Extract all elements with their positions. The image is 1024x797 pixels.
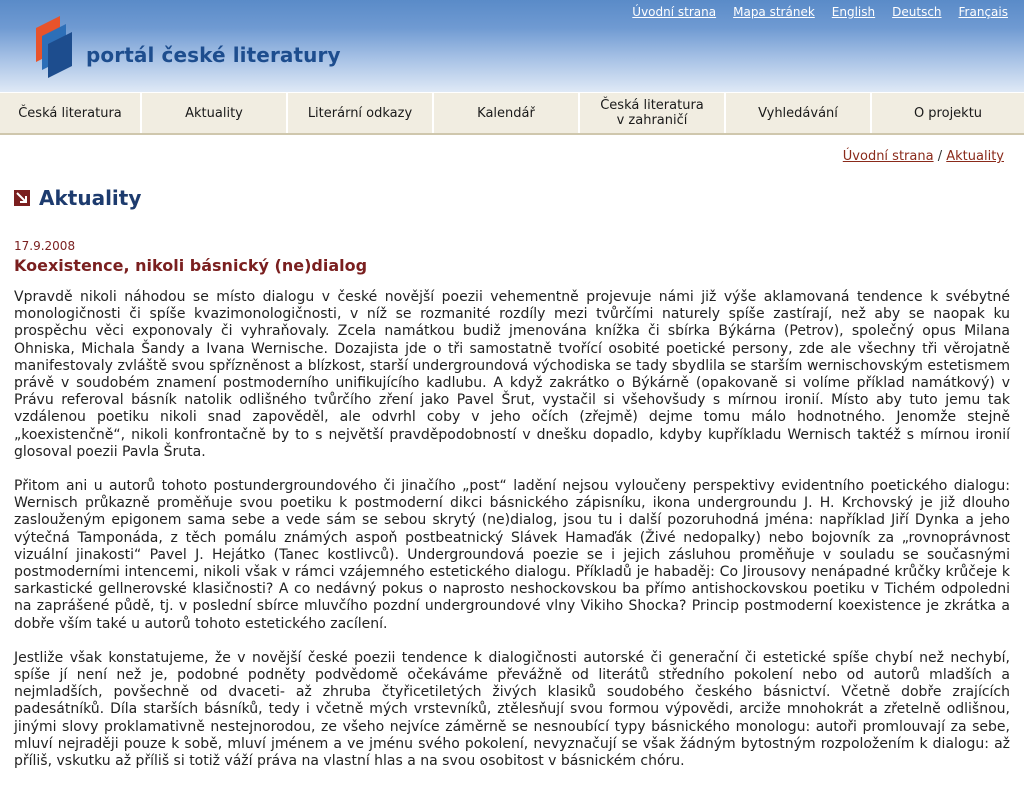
nav-item-literary-links[interactable]: Literární odkazy — [288, 93, 434, 133]
site-header — [0, 0, 1024, 92]
breadcrumb-separator: / — [937, 149, 943, 164]
nav-item-news[interactable]: Aktuality — [142, 93, 288, 133]
top-link-francais[interactable]: Français — [958, 5, 1008, 19]
top-link-sitemap[interactable]: Mapa stránek — [733, 5, 815, 19]
nav-item-czech-literature[interactable]: Česká literatura — [0, 93, 142, 133]
nav-item-search[interactable]: Vyhledávání — [726, 93, 872, 133]
top-links — [632, 5, 1008, 19]
main-navigation — [0, 93, 1024, 135]
article-body — [14, 289, 1010, 787]
breadcrumb — [843, 149, 1004, 164]
site-title[interactable]: portál české literatury — [86, 43, 341, 67]
article-title: Koexistence, nikoli básnický (ne)dialog — [14, 256, 368, 275]
section-heading — [14, 186, 141, 210]
article-date: 17.9.2008 — [14, 239, 76, 253]
page-title: Aktuality — [39, 186, 142, 210]
article-paragraph: Vpravdě nikoli náhodou se místo dialogu v české novější poezii vehementně projevuje námi již výše aklamovaná tendence k svébytné monologičnosti či spíše kvazimonologičnosti, v níž se rozmanité rozdíly mezi tvůrčími naturely spíše zastírají, než aby se naopak ku prospěchu věci exponovaly či vyhraňovaly. Zcela namátkou budiž jmenována knížka či sbírka Býkárna (Petrov), společný opus Milana Ohniska, Michala Šandy a Ivana Wernische. Dozajista jde o tři samostatně tvořící osobité poetické persony, zde ale všechny tři věrojatně manifestovaly zvláště svou spřízněnost a blízkost, starší undergroundová východiska se tady sbydlila se starším wernischovským estetismem právě v soudobém znamení postmoderního unifikujícího kadlubu. A když zakrátko o Býkárně (opakovaně si volíme příklad namátkový) v Právu referoval básník natolik odlišného tvůrčího zření jako Pavel Šrut, vystačil si všehovšudy s mírnou ironií. Místo aby tuto jemu tak vzdálenou poetiku nikoli snad zapověděl, ale odvrhl coby v jeho očích (zřejmě) dejme tomu málo hodnotného. Jenomže stejně „koexistenčně“, nikoli konfrontačně by to s největší pravděpodobností v dnešku dopadlo, kdyby kupříkladu Wernisch taktéž s mírnou ironií glosoval poezii Pavla Šruta. — [14, 289, 1010, 460]
breadcrumb-current[interactable]: Aktuality — [946, 149, 1004, 164]
arrow-box-icon — [14, 190, 30, 206]
top-link-deutsch[interactable]: Deutsch — [892, 5, 942, 19]
article-paragraph: Jestliže však konstatujeme, že v novější české poezii tendence k dialogičnosti autorské či generační či estetické spíše chybí než nechybí, spíše jí není než je, podobné podněty podvědomě očekáváme převážně od literátů středního pokolení nebo od autorů mladších a nejmladších, povšechně od dvaceti- až zhruba čtyřicetiletých živých klasiků soudobého českého básnictví. Včetně dobře zrajících padesátníků. Díla starších básníků, tedy i včetně mých vrstevníků, ztělesňují svou formou výpovědi, arciže mnohokrát a zřetelně odlišnou, jinými slovy proklamativně nestejnorodou, ze všeho nejvíce záměrně se nesnoubící typy básnického monologu: autoři promlouvají za sebe, mluví nejraději pouze k sobě, mluví jménem a ve jménu svého pokolení, nevyznačují se však žádným bytostným rozpoložením k dialogu: až příliš, vskutku až příliš si totiž váží práva na vlastní hlas a na svou osobitost v básnickém chóru. — [14, 649, 1010, 770]
portal-logo-icon[interactable] — [20, 10, 86, 82]
top-link-english[interactable]: English — [831, 5, 876, 19]
article-paragraph: Přitom ani u autorů tohoto postundergroundového či jinačího „post“ ladění nejsou vyloučeny perspektivy evidentního poetického dialogu: Wernisch průkazně proměňuje svou poetiku k postmoderní dikci básnického zápisníku, ikona undergroundu J. H. Krchovský je již dlouho zaslouženým epigonem sama sebe a vede sám se sebou skrytý (ne)dialog, jsou tu i další pozoruhodná jména: například Jiří Dynka a jeho výtečná Tamponáda, z těch pomálu známých aspoň postbeatnický Slávek Hamaďák (Živé nedopalky) nebo bojovník za „rovnoprávnost vizuální jinakosti“ Pavel J. Hejátko (Tanec kostlivců). Undergroundová poezie se i jejich zásluhou proměňuje v souladu se současnými postmoderními intencemi, nikoli však v rámci vzájemného estetického dialogu. Příkladů je habaděj: Co Jirousovy nenápadné krůčky krůčeje k sarkastické gellnerovské klasičnosti? A co nedávný pokus o naprosto neshockovskou ba přímo antishockovskou poetiku v Tichém odpoledni na zaprášené půdě, tj. v poslední sbírce mluvčího pozdní undergroundové vlny Vikiho Shocka? Princip postmoderní koexistence je zkrátka a dobře vším také u autorů tohoto estetického zacílení. — [14, 478, 1010, 632]
nav-item-czech-lit-abroad[interactable]: Česká literatura v zahraničí — [580, 93, 726, 133]
breadcrumb-home[interactable]: Úvodní strana — [842, 149, 934, 164]
nav-item-calendar[interactable]: Kalendář — [434, 93, 580, 133]
top-link-home[interactable]: Úvodní strana — [632, 5, 717, 19]
nav-item-about[interactable]: O projektu — [872, 93, 1024, 133]
